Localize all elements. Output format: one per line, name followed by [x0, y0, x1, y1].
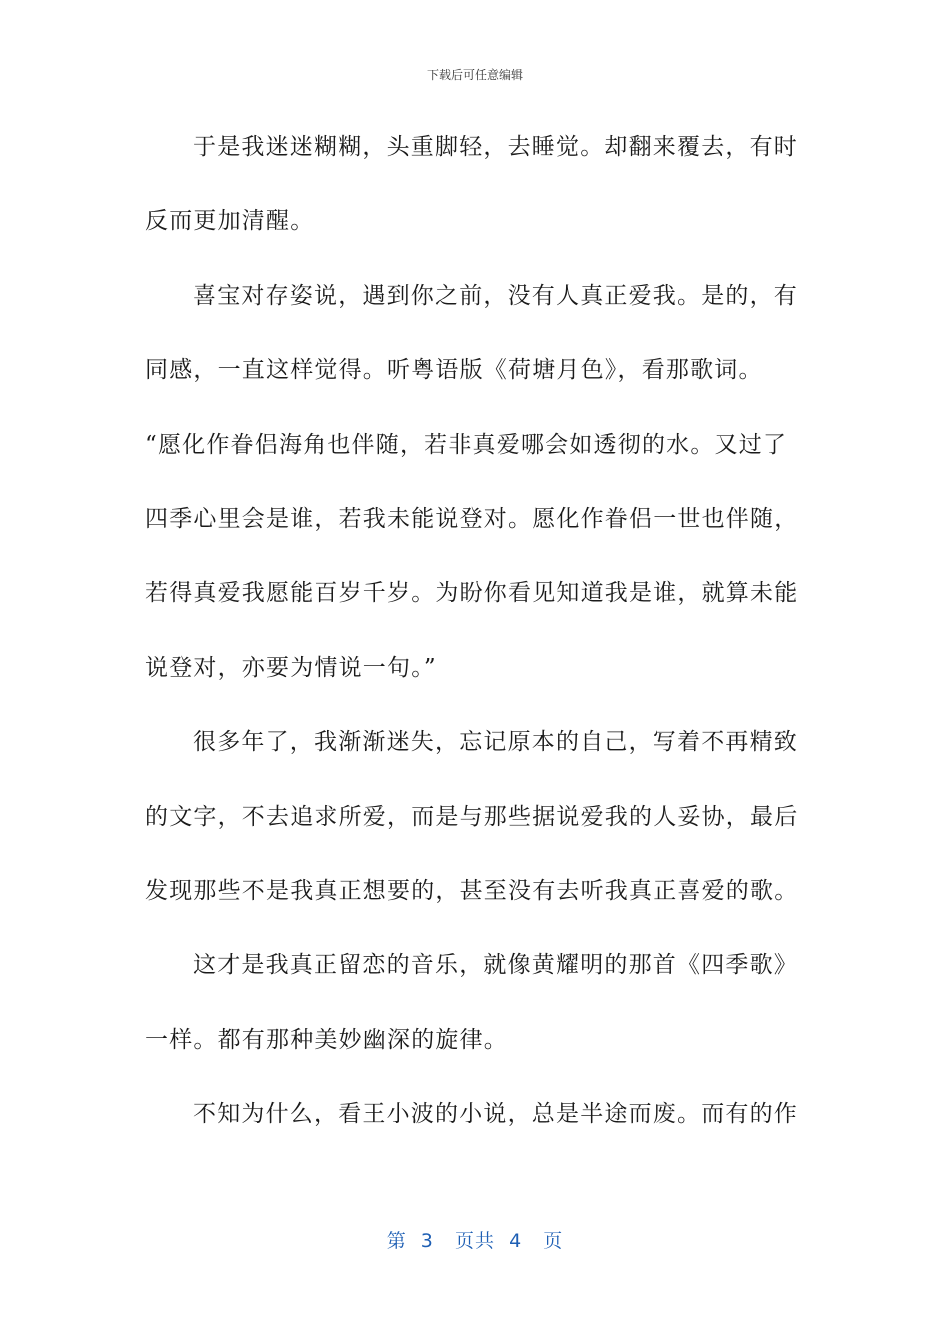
text-line: 同感，一直这样觉得。听粤语版《荷塘月色》，看那歌词。 — [145, 357, 763, 384]
text-line: “愿化作眷侣海角也伴随，若非真爱哪会如透彻的水。又过了 — [145, 431, 788, 458]
text-line: 反而更加清醒。 — [145, 208, 315, 235]
text-line: 四季心里会是谁，若我未能说登对。愿化作眷侣一世也伴随， — [145, 505, 799, 532]
text-line: 若得真爱我愿能百岁千岁。为盼你看见知道我是谁，就算未能 — [145, 580, 799, 607]
text-line: 说登对，亦要为情说一句。” — [145, 654, 437, 681]
text-line: 的文字，不去追求所爱，而是与那些据说爱我的人妥协，最后 — [145, 803, 799, 830]
text-line: 这才是我真正留恋的音乐，就像黄耀明的那首《四季歌》 — [193, 952, 798, 979]
text-line: 不知为什么，看王小波的小说，总是半途而废。而有的作 — [193, 1101, 798, 1128]
document-body — [145, 120, 799, 1161]
text-line: 于是我迷迷糊糊，头重脚轻，去睡觉。却翻来覆去，有时 — [193, 134, 798, 160]
text-line: 发现那些不是我真正想要的，甚至没有去听我真正喜爱的歌。 — [145, 877, 799, 904]
text-line: 喜宝对存姿说，遇到你之前，没有人真正爱我。是的，有 — [193, 282, 798, 309]
text-line: 很多年了，我渐渐迷失，忘记原本的自己，写着不再精致 — [193, 729, 798, 756]
text-line: 一样。都有那种美妙幽深的旋律。 — [145, 1026, 508, 1053]
page-number-footer: 第 3 页共 4 页 — [386, 1230, 564, 1252]
page-header-note: 下载后可任意编辑 — [426, 68, 523, 82]
